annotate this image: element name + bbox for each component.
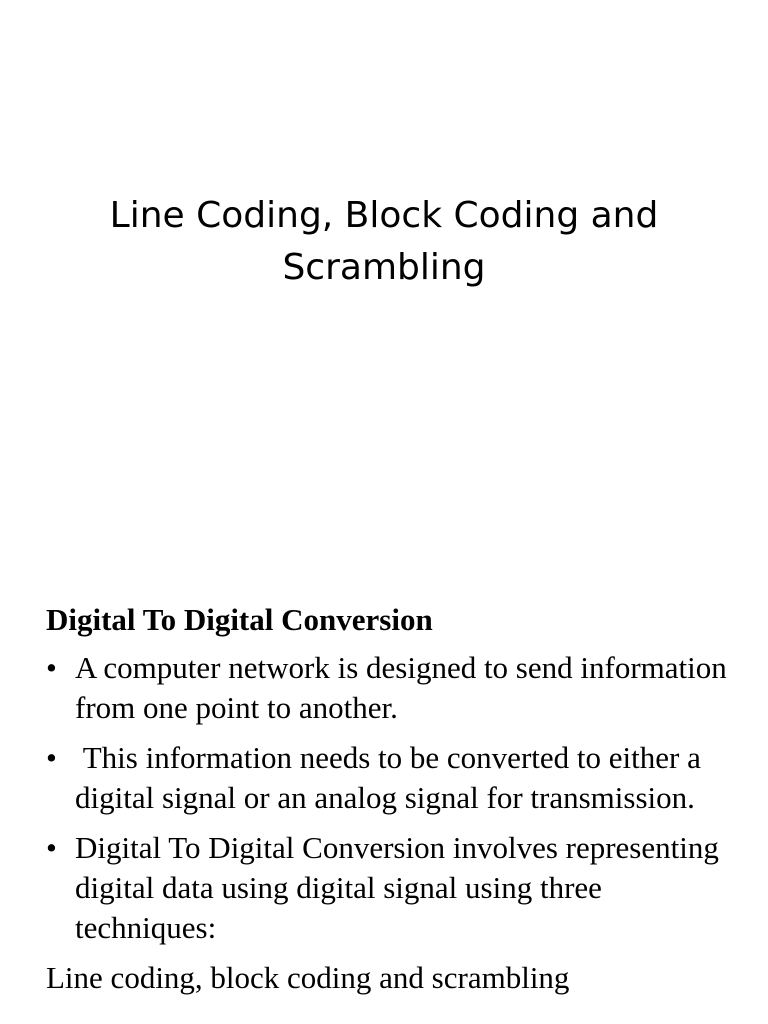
bullet-text: This information needs to be converted to either a digital signal or an analog signal for transmission.	[75, 740, 709, 815]
bullet-icon: •	[46, 830, 57, 865]
bullet-item	[46, 828, 736, 948]
bullet-icon: •	[46, 650, 57, 685]
bullet-item	[46, 738, 736, 818]
content-section	[46, 600, 736, 998]
section-heading: Digital To Digital Conversion	[46, 602, 433, 637]
bullet-text: Digital To Digital Conversion involves representing digital data using digital signal using three techniques:	[75, 830, 719, 945]
summary-line: Line coding, block coding and scrambling	[46, 960, 570, 995]
bullet-list	[46, 648, 736, 948]
bullet-icon: •	[46, 740, 57, 775]
bullet-item	[46, 648, 736, 728]
bullet-text: A computer network is designed to send information from one point to another.	[75, 650, 727, 725]
slide-title: Line Coding, Block Coding and Scrambling	[109, 195, 659, 288]
